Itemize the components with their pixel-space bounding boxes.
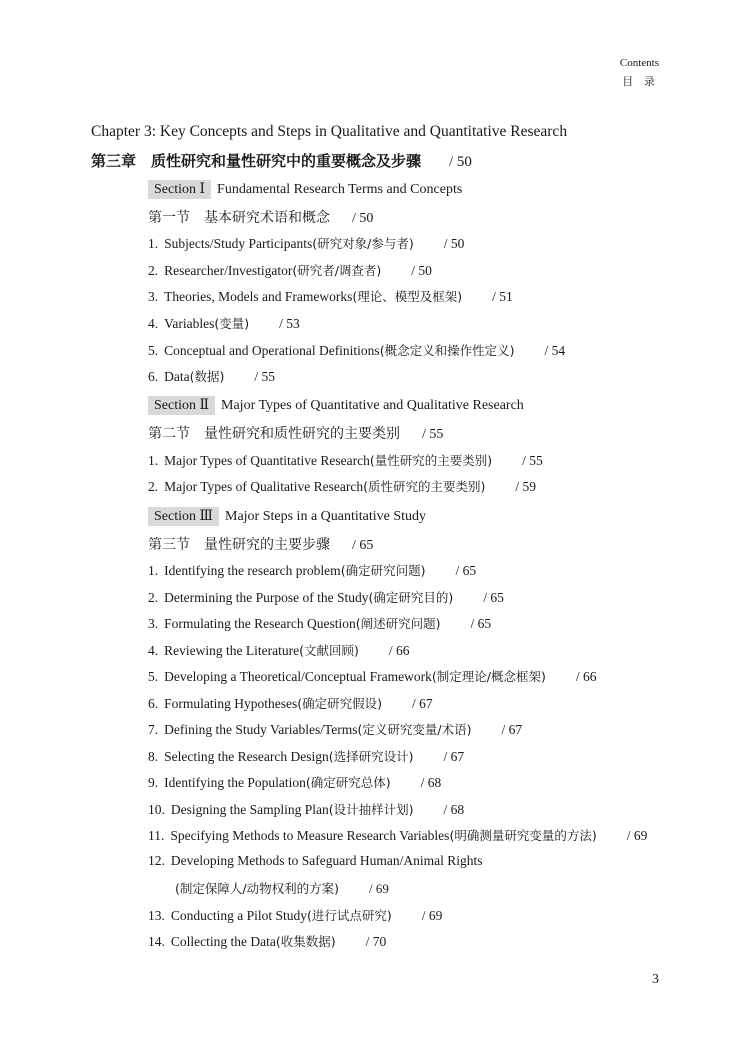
running-header-zh: 目 录 [622, 76, 659, 88]
item-page: / 59 [515, 479, 537, 494]
item-title-en: Formulating the Research Question [164, 616, 356, 631]
toc-item [148, 588, 504, 606]
item-number: 3. [148, 616, 159, 631]
item-number: 1. [148, 453, 159, 468]
item-title-zh: (数据) [189, 369, 225, 384]
item-number: 2. [148, 263, 159, 278]
item-number: 11. [148, 828, 165, 843]
chapter-title-en: Chapter 3: Key Concepts and Steps in Qualitative and Quantitative Research [91, 123, 568, 140]
item-title-zh: (文献回顾) [299, 643, 359, 658]
page-number: 3 [652, 972, 659, 987]
toc-item [148, 773, 441, 791]
item-title-en: Conceptual and Operational Definitions [164, 343, 380, 358]
section-1-title: Fundamental Research Terms and Concepts [217, 182, 463, 197]
item-number: 3. [148, 289, 159, 304]
item-number: 1. [148, 236, 159, 251]
item-page: / 54 [544, 343, 566, 358]
item-title-en: Formulating Hypotheses [164, 696, 298, 711]
item-page: / 53 [279, 316, 300, 331]
item-title-en: Major Types of Qualitative Research [164, 479, 364, 494]
toc-item [148, 800, 464, 818]
toc-item [148, 561, 476, 579]
item-title-en: Variables [164, 316, 215, 331]
toc-item [148, 932, 386, 950]
toc-item [148, 747, 464, 765]
item-title-en: Data [164, 369, 190, 384]
item-title-zh: (选择研究设计) [328, 749, 414, 764]
item-number: 13. [148, 908, 165, 923]
item-title-zh: (变量) [214, 316, 250, 331]
item-number: 12. [148, 853, 165, 868]
toc-item [148, 261, 432, 279]
item-title-zh: (概念定义和操作性定义) [379, 343, 515, 358]
toc-item [148, 314, 300, 332]
item-title-en: Theories, Models and Frameworks [164, 289, 353, 304]
toc-item [148, 614, 491, 632]
item-number: 2. [148, 590, 159, 605]
section-2-label: Section Ⅱ [148, 396, 215, 415]
item-page: / 51 [492, 289, 513, 304]
item-title-en: Developing a Theoretical/Conceptual Framework [164, 669, 432, 684]
item-number: 2. [148, 479, 159, 494]
section-1-heading [148, 180, 462, 199]
item-title-zh: (制定理论/概念框架) [431, 669, 546, 684]
item-page: / 65 [455, 563, 477, 578]
item-title-zh: (研究者/调查者) [292, 263, 382, 278]
section-2-title: Major Types of Quantitative and Qualitative Research [221, 398, 524, 413]
toc-item [148, 641, 409, 659]
item-title-en: Subjects/Study Participants [164, 236, 313, 251]
item-page: / 69 [368, 881, 389, 896]
toc-item [148, 906, 442, 924]
toc-item [148, 451, 543, 469]
item-number: 4. [148, 316, 159, 331]
item-title-zh: (确定研究目的) [368, 590, 454, 605]
item-title-en: Conducting a Pilot Study [170, 908, 308, 923]
item-number: 6. [148, 696, 159, 711]
item-title-zh: (定义研究变量/术语) [357, 722, 472, 737]
item-page: / 67 [412, 696, 433, 711]
item-title-zh: (量性研究的主要类别) [369, 453, 493, 468]
item-page: / 66 [575, 669, 597, 684]
item-page: / 67 [501, 722, 523, 737]
item-number: 6. [148, 369, 159, 384]
item-title-zh: (设计抽样计划) [328, 802, 414, 817]
item-page: / 67 [443, 749, 465, 764]
item-title-en: Researcher/Investigator [164, 263, 293, 278]
item-title-en: Identifying the Population [164, 775, 306, 790]
item-page: / 68 [443, 802, 465, 817]
item-title-zh: (质性研究的主要类别) [363, 479, 486, 494]
item-page: / 65 [483, 590, 504, 605]
item-number: 1. [148, 563, 159, 578]
section-1-label: Section Ⅰ [148, 180, 211, 199]
item-page: / 66 [388, 643, 410, 658]
toc-item [148, 720, 522, 738]
toc-item [148, 367, 275, 385]
section-3-title: Major Steps in a Quantitative Study [225, 509, 427, 524]
item-title-zh: (理论、模型及框架) [352, 289, 463, 304]
item-title-en: Selecting the Research Design [164, 749, 329, 764]
section-2-page: / 55 [422, 427, 444, 442]
section-3-page: / 65 [352, 538, 374, 553]
item-title-zh: (确定研究总体) [305, 775, 391, 790]
section-2-zh-text: 第二节 量性研究和质性研究的主要类别 [148, 426, 400, 442]
item-title-en: Collecting the Data [170, 934, 276, 949]
item-title-en: Designing the Sampling Plan [170, 802, 329, 817]
section-3-zh-text: 第三节 量性研究的主要步骤 [148, 537, 330, 553]
toc-item [148, 826, 647, 844]
item-page: / 68 [420, 775, 442, 790]
section-3-heading [148, 507, 426, 526]
item-page: / 69 [626, 828, 648, 843]
item-page: / 69 [421, 908, 443, 923]
section-3-label: Section Ⅲ [148, 507, 219, 526]
section-1-zh [148, 207, 373, 227]
section-1-zh-text: 第一节 基本研究术语和概念 [148, 210, 330, 226]
item-title-zh: (研究对象/参与者) [312, 236, 414, 251]
item-title-en: Defining the Study Variables/Terms [164, 722, 358, 737]
chapter-title-zh [91, 150, 472, 171]
section-1-page: / 50 [352, 211, 374, 226]
toc-item [148, 694, 433, 712]
toc-item [148, 667, 597, 685]
chapter-page: / 50 [449, 154, 472, 170]
running-header-en: Contents [619, 57, 659, 69]
item-page: / 55 [522, 453, 543, 468]
chapter-title-zh-text: 第三章 质性研究和量性研究中的重要概念及步骤 [91, 152, 422, 170]
item-title-en: Major Types of Quantitative Research [164, 453, 370, 468]
toc-item-continuation [175, 879, 389, 897]
item-title-zh: (确定研究问题) [340, 563, 426, 578]
toc-item [148, 477, 536, 495]
toc-item [148, 853, 482, 869]
item-page: / 65 [470, 616, 492, 631]
item-page: / 50 [443, 236, 465, 251]
item-number: 10. [148, 802, 165, 817]
item-page: / 55 [254, 369, 276, 384]
item-number: 9. [148, 775, 159, 790]
item-page: / 50 [411, 263, 432, 278]
item-title-en: Identifying the research problem [164, 563, 341, 578]
item-title-zh: (阐述研究问题) [355, 616, 441, 631]
item-title-en: Developing Methods to Safeguard Human/Animal Rights [170, 853, 483, 868]
item-number: 7. [148, 722, 159, 737]
toc-item [148, 287, 513, 305]
item-title-en: Reviewing the Literature [164, 643, 300, 658]
item-number: 8. [148, 749, 159, 764]
item-page: / 70 [365, 934, 387, 949]
section-3-zh [148, 534, 373, 554]
item-title-zh: (制定保障人/动物权利的方案) [175, 881, 339, 896]
item-title-zh: (确定研究假设) [297, 696, 383, 711]
item-title-zh: (收集数据) [275, 934, 336, 949]
toc-item [148, 234, 464, 252]
item-number: 5. [148, 343, 159, 358]
item-title-en: Specifying Methods to Measure Research Variables [170, 828, 450, 843]
section-2-zh [148, 423, 443, 443]
item-number: 5. [148, 669, 159, 684]
item-title-zh: (明确测量研究变量的方法) [449, 828, 597, 843]
toc-item [148, 341, 565, 359]
item-title-zh: (进行试点研究) [307, 908, 392, 923]
item-number: 14. [148, 934, 165, 949]
item-title-en: Determining the Purpose of the Study [164, 590, 369, 605]
section-2-heading [148, 396, 524, 415]
item-number: 4. [148, 643, 159, 658]
